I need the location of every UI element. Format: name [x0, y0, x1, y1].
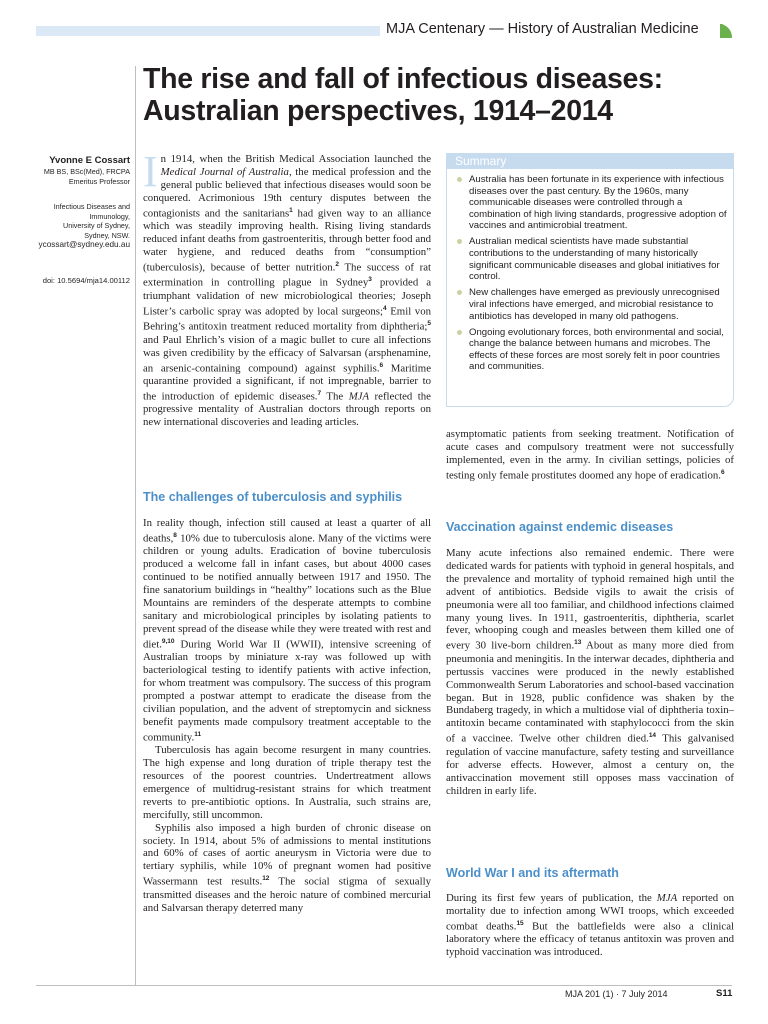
intro-text: and Paul Ehrlich’s vision of a magic bullet to cure all infections was given credibility by the efficacy of Salvarsan (arsphenamine, an arsenic-containing compound) against syphilis. [143, 333, 431, 375]
reference-marker: 2 [335, 260, 339, 268]
continuation-column [446, 428, 734, 482]
body-paragraph [446, 428, 734, 482]
column-divider [135, 66, 136, 986]
drop-cap: I [143, 147, 158, 196]
summary-item [457, 327, 727, 373]
body-text: The social stigma of sexually transmitted diseases and the heroic nature of combined mercurial and Salvarsan therapy deterred many [143, 875, 431, 914]
body-paragraph [143, 517, 431, 744]
body-text: But the battlefields were also a clinical laboratory where the efficacy of tetanus antitoxin was proven and typhoid vaccination was introduced. [446, 920, 734, 959]
journal-abbrev: MJA [348, 390, 370, 403]
page-number: S11 [716, 988, 733, 999]
reference-marker: 7 [317, 389, 322, 397]
summary-text: New challenges have emerged as previously unrecognised viral infections have emerged, and microbial resistance to antibiotics has developed in many old pathogens. [469, 287, 720, 322]
intro-text: , the medical profession and the general public believed that infectious diseases would soon be conquered. Acrimonious 19th century disputes between the contagionists and the sanitarians [143, 165, 431, 220]
body-paragraph: Tuberculosis has again become resurgent in many countries. The high expense and long duration of triple therapy test the resources of the poorest countries. Undertreatment allows emergence of multidrug-resistant strains for which treatment reverts to pre-antibiotic options. In Australia, such strains are, mercifully, still uncommon. [143, 744, 431, 821]
author-affiliation-line: University of Sydney, [63, 221, 130, 230]
body-text: During World War II (WWII), intensive screening of Australian troops by miniature x-ray was followed up with bacteriological testing to identify patients with active infection, for whom treatment was compulsory. The success of this program prompted a postwar attempt to eradicate the disease from the civilian population, and the advent of streptomycin and sickness benefit payments made compulsory treatment acceptable to the community. [143, 638, 431, 744]
intro-text: Emil von Behring’s antitoxin treatment reduced mortality from diphtheria; [143, 305, 431, 333]
intro-text: reflected the progressive mentality of Australian doctors through reports on new international discoveries and leading articles. [143, 390, 431, 429]
reference-marker: 13 [574, 639, 582, 647]
reference-marker: 4 [383, 304, 387, 312]
body-paragraph [446, 892, 734, 959]
article-doi[interactable]: doi: 10.5694/mja14.00112 [42, 276, 130, 285]
summary-text: Australia has been fortunate in its experience with infectious diseases over the past century. By the 1960s, many communicable diseases were controlled through a combination of high living standards, progressive adoption of vaccines and antimicrobial treatment. [469, 174, 727, 232]
intro-paragraph [143, 147, 431, 429]
vaccination-column [446, 547, 734, 797]
author-affiliation [10, 202, 130, 240]
reference-marker: 11 [194, 730, 202, 738]
reference-marker: 5 [427, 320, 431, 328]
body-text: About as many more died from pneumonia and meningitis. In the interwar decades, diphtheria and pertussis vaccines were produced in the newly established Commonwealth Serum Laboratories and school-based vaccination began. But in 1928, public confidence was shaken by the Bundaberg tragedy, in which a multidose vial of diphtheria toxin–antitoxin became contaminated with staphylococci from the skin of a vaccinee. Twelve other children died. [446, 639, 734, 745]
body-text: In reality though, infection still caused at least a quarter of all deaths, [143, 517, 431, 545]
footer-journal-info: MJA 201 (1) · 7 July 2014 [565, 989, 668, 999]
tuberculosis-column [143, 517, 431, 915]
journal-abbrev: MJA [656, 892, 678, 904]
bullet-icon [457, 330, 462, 335]
bullet-icon [457, 177, 462, 182]
intro-text: provided a triumphant validation of new microbiological theories; Joseph Lister’s carbolic spray was adopted by local surgeons; [143, 276, 431, 318]
body-text: Syphilis also imposed a high burden of chronic disease on society. In 1914, about 5% of admissions to mental institutions and 60% of cases of aortic aneurysm in Victoria were due to tertiary syphilis, while 10% of pregnant women had positive Wassermann test results. [143, 821, 431, 888]
body-text: 10% due to tuberculosis alone. Many of the victims were children or young adults. Eradication of bovine tuberculosis produced a welcome fall in infant cases, but about 4000 cases continued to be notified annually between 1917 and 1950. The fine sanatorium buildings in “healthy” locations such as the Blue Mountains are reminders of the desperate attempts to combine sanitary and microbiological principles by isolating patients to prevent spread of the disease while they were treated with rest and diet. [143, 532, 431, 651]
author-credential-line: Emeritus Professor [68, 176, 130, 186]
article-title: The rise and fall of infectious diseases: Australian perspectives, 1914–2014 [143, 63, 663, 127]
author-affiliation-line: Sydney, NSW. [84, 230, 130, 240]
bullet-icon [457, 290, 462, 295]
reference-marker: 3 [368, 276, 372, 284]
reference-marker: 15 [516, 919, 524, 927]
intro-column [143, 147, 431, 429]
section-heading-tuberculosis: The challenges of tuberculosis and syphilis [143, 490, 403, 504]
header-bar [36, 26, 380, 36]
reference-marker: 12 [262, 875, 270, 883]
intro-text: n 1914, when the British Medical Association launched the [160, 153, 431, 165]
body-text: asymptomatic patients from seeking treatment. Notification of acute cases and compulsory treatment were not successfully implemented, even in the army. In civilian settings, policies of testing only female prostitutes doomed any hope of eradication. [446, 428, 734, 482]
reference-marker: 8 [173, 531, 177, 539]
summary-text: Ongoing evolutionary forces, both environmental and social, change the balance between humans and microbes. The effects of these forces are most sorely felt in poor countries and communities. [469, 326, 724, 373]
running-header: MJA Centenary — History of Australian Medicine [386, 21, 699, 37]
author-email[interactable]: ycossart@sydney.edu.au [38, 240, 130, 249]
intro-text: had given way to an alliance which was steadily improving health. Rising living standards reduced infant deaths from gastroenteritis, through better food and water hygiene, and reduced deaths from “consumption” (tuberculosis), because of better nutrition. [143, 207, 431, 274]
reference-marker: 6 [379, 361, 384, 369]
author-credential-line: MB BS, BSc(Med), FRCPA [43, 167, 130, 176]
author-credentials [10, 167, 130, 186]
body-paragraph [143, 822, 431, 915]
intro-text: Maritime quarantine provided a significant, if not impregnable, barrier to the introduction of epidemic diseases. [143, 362, 431, 403]
ww1-column [446, 892, 734, 959]
reference-marker: 1 [289, 206, 293, 214]
intro-text: The [321, 390, 349, 403]
section-heading-ww1: World War I and its aftermath [446, 866, 619, 880]
body-text: Many acute infections also remained endemic. There were dedicated wards for patients with typhoid in general hospitals, and the prevalence and mortality of typhoid remained high until the advent of antibiotics. Bedside vigils to await the crisis of pneumonia were all too familiar, and childhood infections claimed many young lives. In 1911, gastroenteritis, diphtheria, scarlet fever, whooping cough and measles between them killed one of every 30 live-born children. [446, 547, 734, 652]
reference-marker: 6 [720, 468, 725, 476]
author-name: Yvonne E Cossart [49, 155, 130, 166]
summary-list [447, 169, 733, 373]
summary-text: Australian medical scientists have made substantial contributions to the understanding of many historically significant communicable diseases and global initiatives for control. [469, 236, 720, 283]
body-text: reported on mortality due to infection among WWI troops, which exceeded combat deaths. [446, 892, 735, 933]
body-paragraph [446, 547, 734, 797]
journal-name: Medical Journal of Australia [160, 165, 289, 178]
summary-item [457, 236, 727, 282]
bullet-icon [457, 239, 462, 244]
body-text: This galvanised regulation of vaccine manufacture, safety testing and surveillance for adverse effects. However, almost a century on, the antivaccination movement still opposes mass vaccination of children in early life. [446, 732, 734, 797]
reference-marker: 14 [648, 732, 657, 740]
summary-item [457, 287, 727, 322]
summary-item [457, 174, 727, 232]
summary-box [446, 153, 734, 407]
header-tab-icon [720, 24, 732, 38]
body-text: During its first few years of publication, the [446, 892, 657, 904]
summary-heading: Summary [447, 154, 733, 169]
author-affiliation-line: Infectious Diseases and [53, 202, 130, 211]
intro-text: The success of rat extermination in controlling plague in Sydney [143, 261, 431, 289]
reference-marker: 9,10 [161, 637, 175, 645]
author-affiliation-line: Immunology, [89, 211, 130, 221]
section-heading-vaccination: Vaccination against endemic diseases [446, 520, 674, 534]
footer-rule [36, 985, 732, 986]
